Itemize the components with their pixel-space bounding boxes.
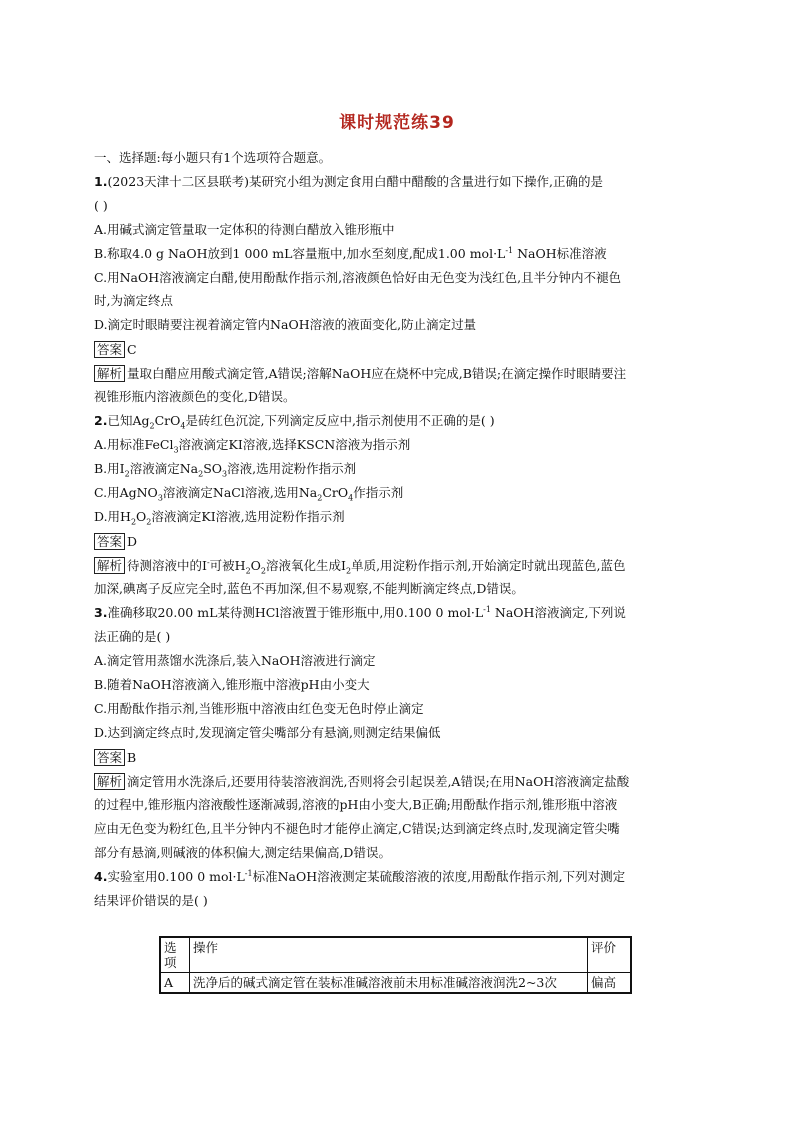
- q3-analysis-cont-2: 应由无色变为粉红色,且半分钟内不褪色时才能停止滴定,C错误;达到滴定终点时,发现滴定管尖嘴: [94, 821, 620, 836]
- table-cell: 洗净后的碱式滴定管在装标准碱溶液前未用标准碱溶液润洗2~3次: [190, 973, 588, 994]
- q1-analysis: 解析 量取白醋应用酸式滴定管,A错误;溶解NaOH应在烧杯中完成,B错误;在滴定操作时眼睛要注: [94, 365, 626, 382]
- q1-option-d: D.滴定时眼睛要注视着滴定管内NaOH溶液的液面变化,防止滴定过量: [94, 317, 477, 332]
- q2-option-b: B.用$I_2$溶液滴定$Na_2SO_3$溶液,选用淀粉作指示剂: [94, 461, 357, 479]
- q2-analysis-cont: 加深,碘离子反应完全时,蓝色不再加深,但不易观察,不能判断滴定终点,D错误。: [94, 581, 524, 596]
- q1-answer: 答案 C: [94, 341, 137, 358]
- q2-option-a: A.用标准FeCl$_3$溶液滴定KI溶液,选择KSCN溶液为指示剂: [94, 437, 411, 455]
- table-header-cell: 操作: [190, 937, 588, 973]
- answer-tag: 答案: [94, 533, 125, 550]
- q3-stem-cont: 法正确的是( ): [94, 629, 171, 644]
- q3-option-a: A.滴定管用蒸馏水洗涤后,装入NaOH溶液进行滴定: [94, 653, 376, 668]
- q3-option-b: B.随着NaOH溶液滴入,锥形瓶中溶液pH由小变大: [94, 677, 370, 692]
- table-header-cell: 评价: [588, 937, 632, 973]
- q2-option-c: C.用AgNO$_3$溶液滴定NaCl溶液,选用$Na_2CrO_4$作指示剂: [94, 485, 404, 503]
- q1-stem: 1.(2023天津十二区县联考)某研究小组为测定食用白醋中醋酸的含量进行如下操作,正确的是: [94, 174, 603, 189]
- table-row: [160, 973, 631, 994]
- q4-table: [159, 936, 632, 994]
- analysis-tag: 解析: [94, 773, 125, 790]
- q2-option-d: D.用$H_2O_2$溶液滴定KI溶液,选用淀粉作指示剂: [94, 509, 345, 527]
- table-header-cell: 选项: [160, 937, 190, 973]
- q1-paren: ( ): [94, 198, 108, 213]
- page-title: 课时规范练39: [339, 113, 455, 133]
- q3-option-c: C.用酚酞作指示剂,当锥形瓶中溶液由红色变无色时停止滴定: [94, 701, 424, 716]
- analysis-tag: 解析: [94, 365, 125, 382]
- q1-option-c: C.用NaOH溶液滴定白醋,使用酚酞作指示剂,溶液颜色恰好由无色变为浅红色,且半分钟内不褪色: [94, 270, 622, 285]
- table-header-row: [160, 937, 631, 973]
- analysis-tag: 解析: [94, 557, 125, 574]
- q1-option-a: A.用碱式滴定管量取一定体积的待测白醋放入锥形瓶中: [94, 222, 395, 237]
- q4-stem-cont: 结果评价错误的是( ): [94, 893, 208, 908]
- q3-stem: 3.准确移取20.00 mL某待测HCl溶液置于锥形瓶中,用0.100 0 $mol\cdot L^{-1}$ NaOH溶液滴定,下列说: [94, 604, 626, 620]
- q1-option-c-cont: 时,为滴定终点: [94, 293, 173, 308]
- q3-answer: 答案 B: [94, 749, 136, 766]
- q2-answer: 答案 D: [94, 533, 137, 550]
- section-heading: 一、选择题:每小题只有1个选项符合题意。: [94, 150, 332, 165]
- q4-stem: 4.实验室用0.100 0 $mol\cdot L^{-1}$标准NaOH溶液测定某硫酸溶液的浓度,用酚酞作指示剂,下列对测定: [94, 868, 626, 884]
- table-cell: 偏高: [588, 973, 632, 994]
- q3-option-d: D.达到滴定终点时,发现滴定管尖嘴部分有悬滴,则测定结果偏低: [94, 725, 441, 740]
- q1-option-b: B.称取4.0 g NaOH放到1 000 mL容量瓶中,加水至刻度,配成1.00 $mol\cdot L^{-1}$ NaOH标准溶液: [94, 245, 607, 261]
- answer-tag: 答案: [94, 341, 125, 358]
- q3-analysis: 解析 滴定管用水洗涤后,还要用待装溶液润洗,否则将会引起误差,A错误;在用NaOH溶液滴定盐酸: [94, 773, 629, 790]
- table-cell: A: [160, 973, 190, 994]
- answer-tag: 答案: [94, 749, 125, 766]
- q3-analysis-cont-3: 部分有悬滴,则碱液的体积偏大,测定结果偏高,D错误。: [94, 845, 391, 860]
- q3-analysis-cont-1: 的过程中,锥形瓶内溶液酸性逐渐减弱,溶液的pH由小变大,B正确;用酚酞作指示剂,锥形瓶中溶液: [94, 797, 618, 812]
- q1-analysis-cont: 视锥形瓶内溶液颜色的变化,D错误。: [94, 389, 296, 404]
- q2-stem: 2.已知$Ag_2CrO_4$是砖红色沉淀,下列滴定反应中,指示剂使用不正确的是( ): [94, 413, 495, 431]
- q2-analysis: 解析 待测溶液中的I-可被$H_2O_2$溶液氧化生成$I_2$单质,用淀粉作指示剂,开始滴定时就出现蓝色,蓝色: [94, 557, 625, 574]
